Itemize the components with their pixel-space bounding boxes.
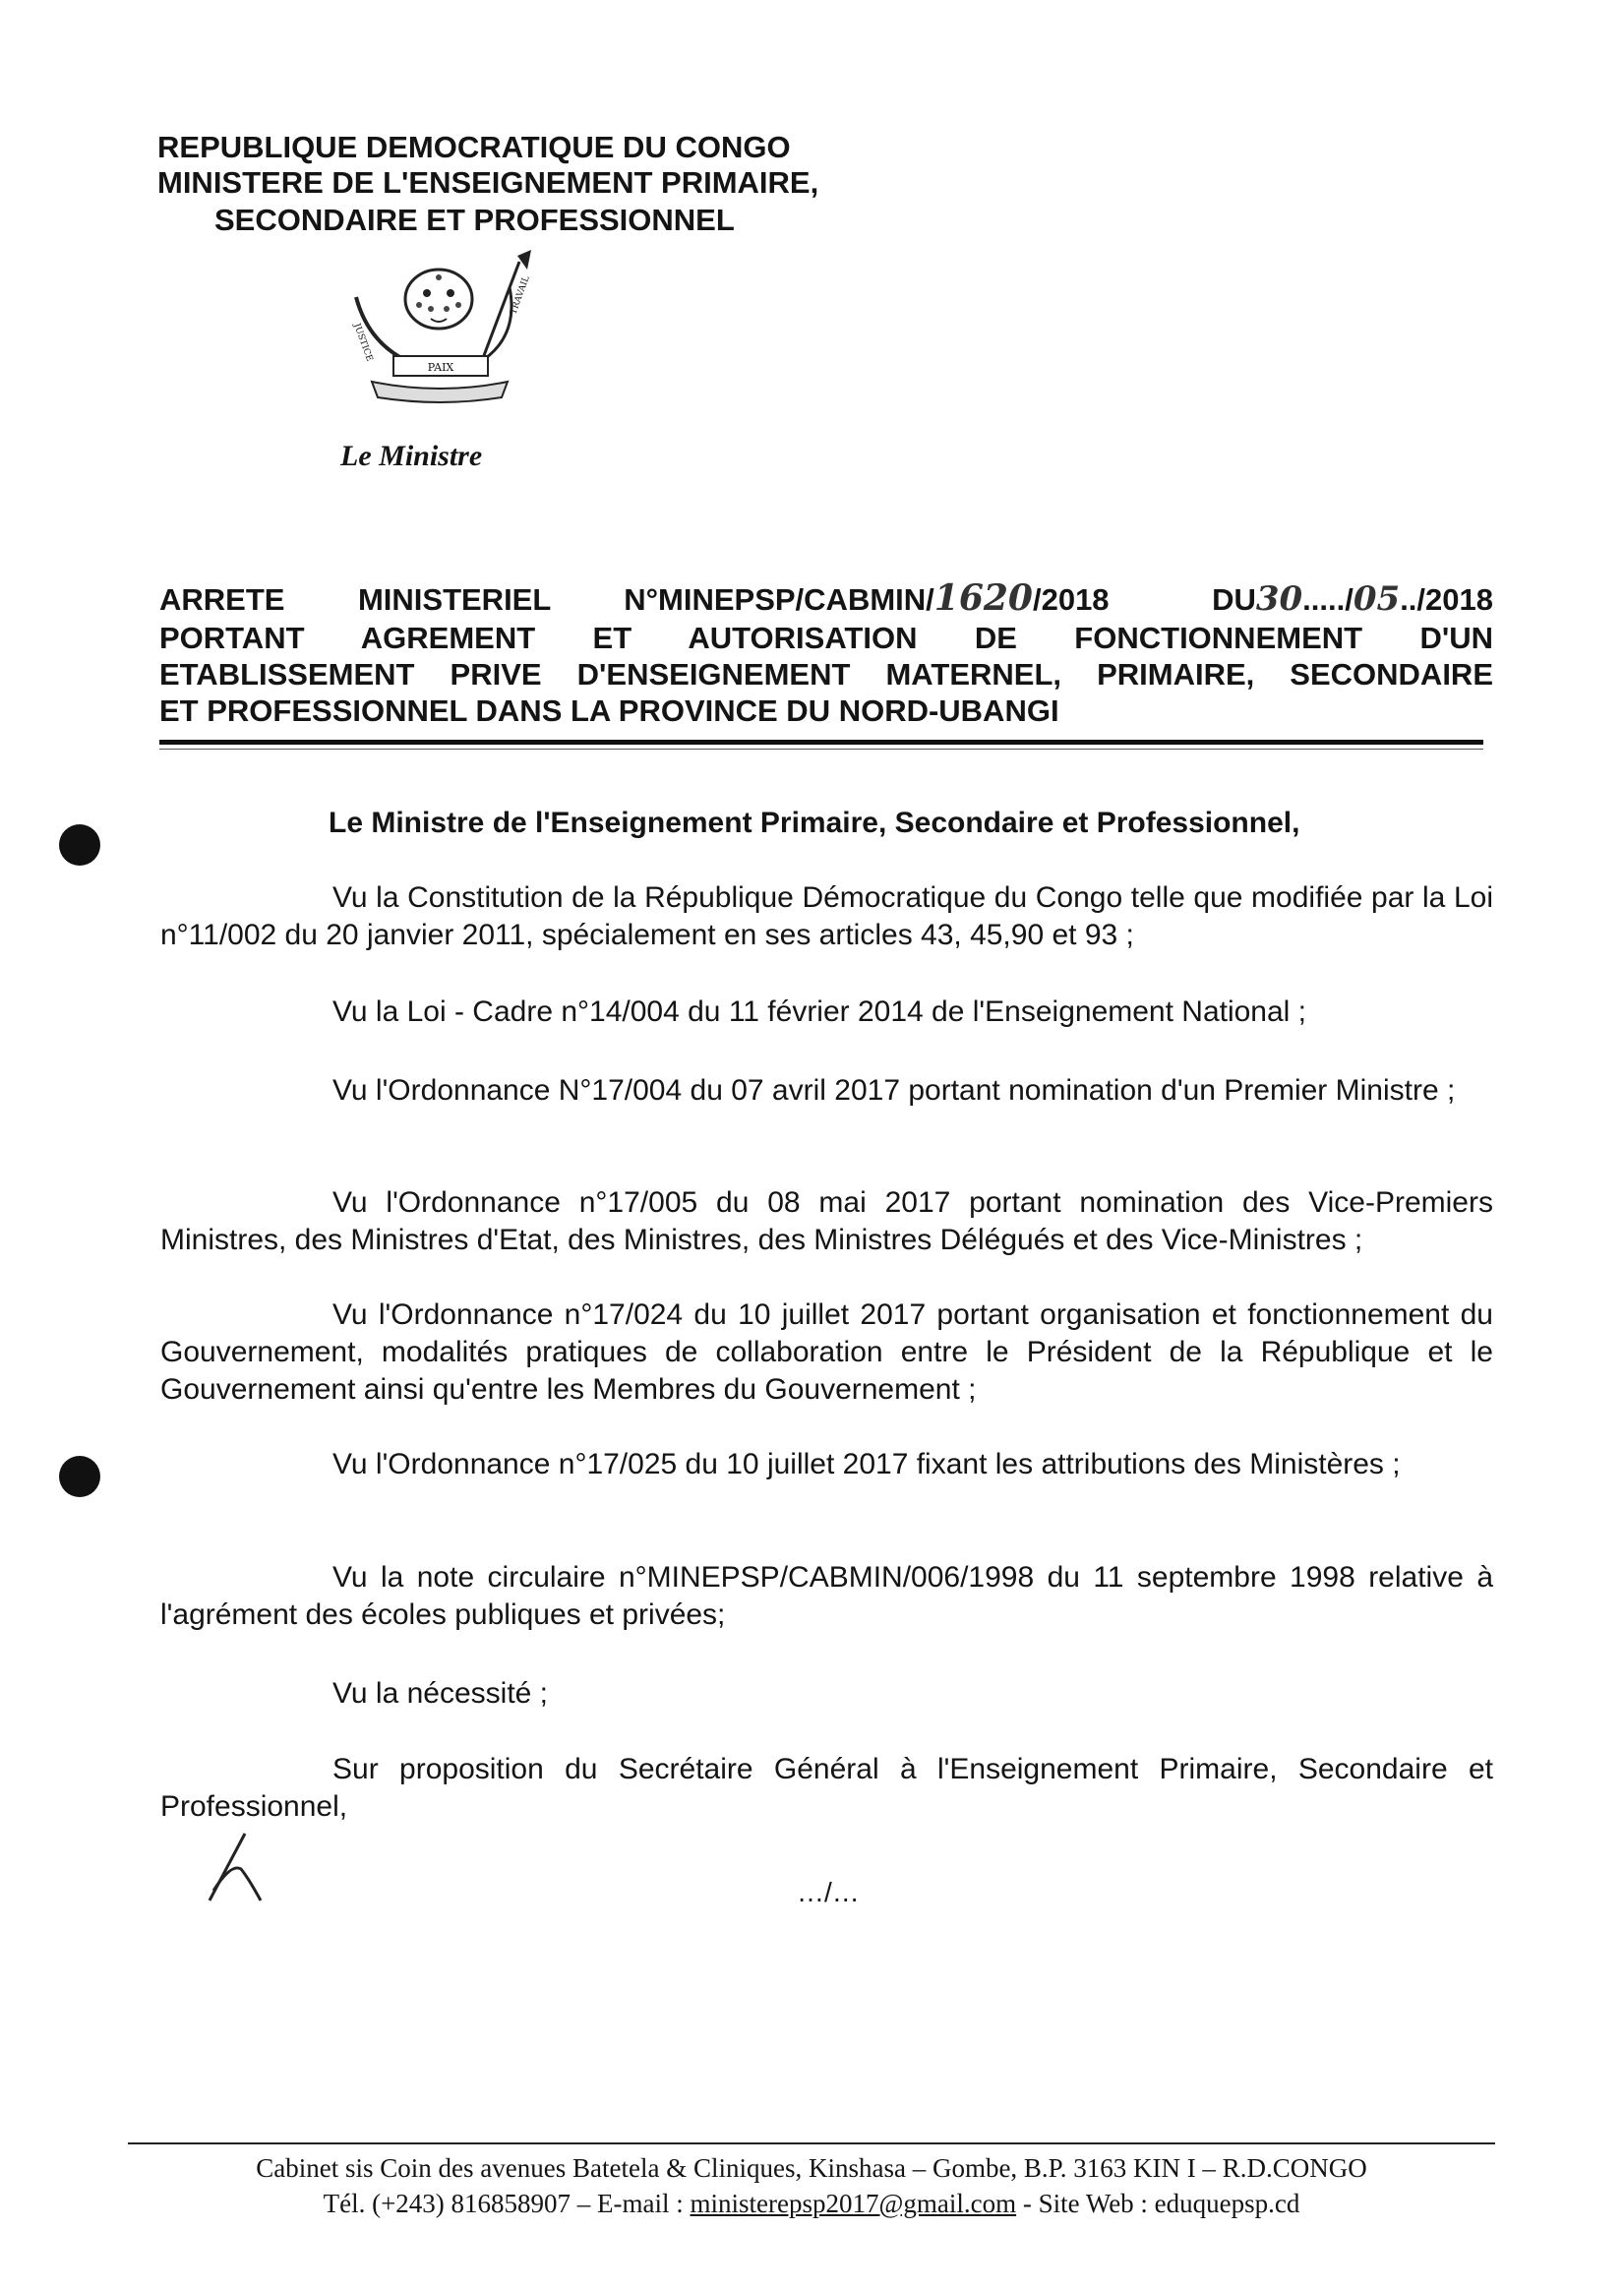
coat-of-arms-emblem	[332, 248, 555, 411]
office-title: Le Ministre	[340, 440, 483, 472]
decree-day-handwritten: 30	[1255, 579, 1303, 619]
decree-date-year: ../2018	[1400, 582, 1493, 617]
decree-title-line3: ETABLISSEMENT PRIVE D'ENSEIGNEMENT MATERNEL, PRIMAIRE, SECONDAIRE	[159, 657, 1493, 692]
header-ministry-cont: SECONDAIRE ET PROFESSIONNEL	[214, 203, 735, 237]
proposition-secretaire-general: Sur proposition du Secrétaire Général à l'Enseignement Primaire, Secondaire et Professionnel,	[160, 1753, 1493, 1823]
punch-hole-bottom	[59, 1456, 100, 1497]
decree-title-line2: PORTANT AGREMENT ET AUTORISATION DE FONCTIONNEMENT D'UN	[159, 621, 1493, 655]
emblem-right-word: TRAVAIL	[509, 274, 532, 317]
decree-number-handwritten: 1620	[933, 577, 1033, 619]
decree-title-line1	[159, 577, 1493, 619]
visa-ordonnance-attributions: Vu l'Ordonnance n°17/025 du 10 juillet 2017 fixant les attributions des Ministères ;	[332, 1448, 1401, 1480]
punch-hole-top	[59, 824, 100, 866]
footer-rule	[128, 2142, 1495, 2144]
emblem-left-word: JUSTICE	[351, 322, 375, 363]
title-rule-thin	[159, 749, 1483, 750]
footer-contact	[128, 2186, 1495, 2221]
visa-ordonnance-ministres: Vu l'Ordonnance n°17/005 du 08 mai 2017 portant nomination des Vice-Premiers Ministres, des Ministres d'Etat, des Ministres, des Ministres Délégués et des Vice-Ministres ;	[160, 1186, 1493, 1256]
visa-constitution: Vu la Constitution de la République Démocratique du Congo telle que modifiée par la Loi n°11/002 du 20 janvier 2011, spécialement en ses articles 43, 45,90 et 93 ;	[160, 881, 1493, 951]
visa-note-circulaire: Vu la note circulaire n°MINEPSP/CABMIN/006/1998 du 11 septembre 1998 relative à l'agrément des écoles publiques et privées;	[160, 1561, 1493, 1631]
body-heading: Le Ministre de l'Enseignement Primaire, Secondaire et Professionnel,	[329, 807, 1300, 839]
handwritten-initials	[202, 1830, 280, 1904]
header-ministry: MINISTERE DE L'ENSEIGNEMENT PRIMAIRE,	[157, 165, 819, 200]
visa-ordonnance-premier-ministre: Vu l'Ordonnance N°17/004 du 07 avril 2017 portant nomination d'un Premier Ministre ;	[332, 1074, 1456, 1107]
continuation-mark: …/…	[797, 1877, 860, 1907]
decree-year: /2018	[1032, 582, 1110, 617]
footer-website: - Site Web : eduquepsp.cd	[1016, 2189, 1300, 2218]
title-rule	[159, 740, 1483, 745]
visa-necessite: Vu la nécessité ;	[332, 1677, 549, 1710]
visa-ordonnance-gouvernement: Vu l'Ordonnance n°17/024 du 10 juillet 2017 portant organisation et fonctionnement du Gouvernement, modalités pratiques de collaboration entre le Président de la République et le Gouvernement ainsi qu'entre les Membres du Gouvernement ;	[160, 1298, 1493, 1406]
decree-month-handwritten: 05	[1353, 579, 1401, 619]
decree-month-sep: ...../	[1302, 582, 1353, 617]
visa-loi-cadre: Vu la Loi - Cadre n°14/004 du 11 février 2014 de l'Enseignement National ;	[332, 995, 1307, 1028]
footer-email-link[interactable]: ministerepsp2017@gmail.com	[690, 2189, 1017, 2218]
decree-prefix: ARRETE MINISTERIEL N°MINEPSP/CABMIN/	[159, 582, 934, 617]
header-republic: REPUBLIQUE DEMOCRATIQUE DU CONGO	[157, 130, 791, 164]
emblem-motto: PAIX	[427, 361, 454, 374]
footer-address: Cabinet sis Coin des avenues Batetela & Cliniques, Kinshasa – Gombe, B.P. 3163 KIN I – R.D.CONGO	[256, 2153, 1367, 2183]
footer-phone: Tél. (+243) 816858907 – E-mail :	[323, 2189, 691, 2218]
decree-title-line4: ET PROFESSIONNEL DANS LA PROVINCE DU NORD-UBANGI	[159, 693, 1059, 728]
decree-du: DU	[1212, 582, 1256, 617]
